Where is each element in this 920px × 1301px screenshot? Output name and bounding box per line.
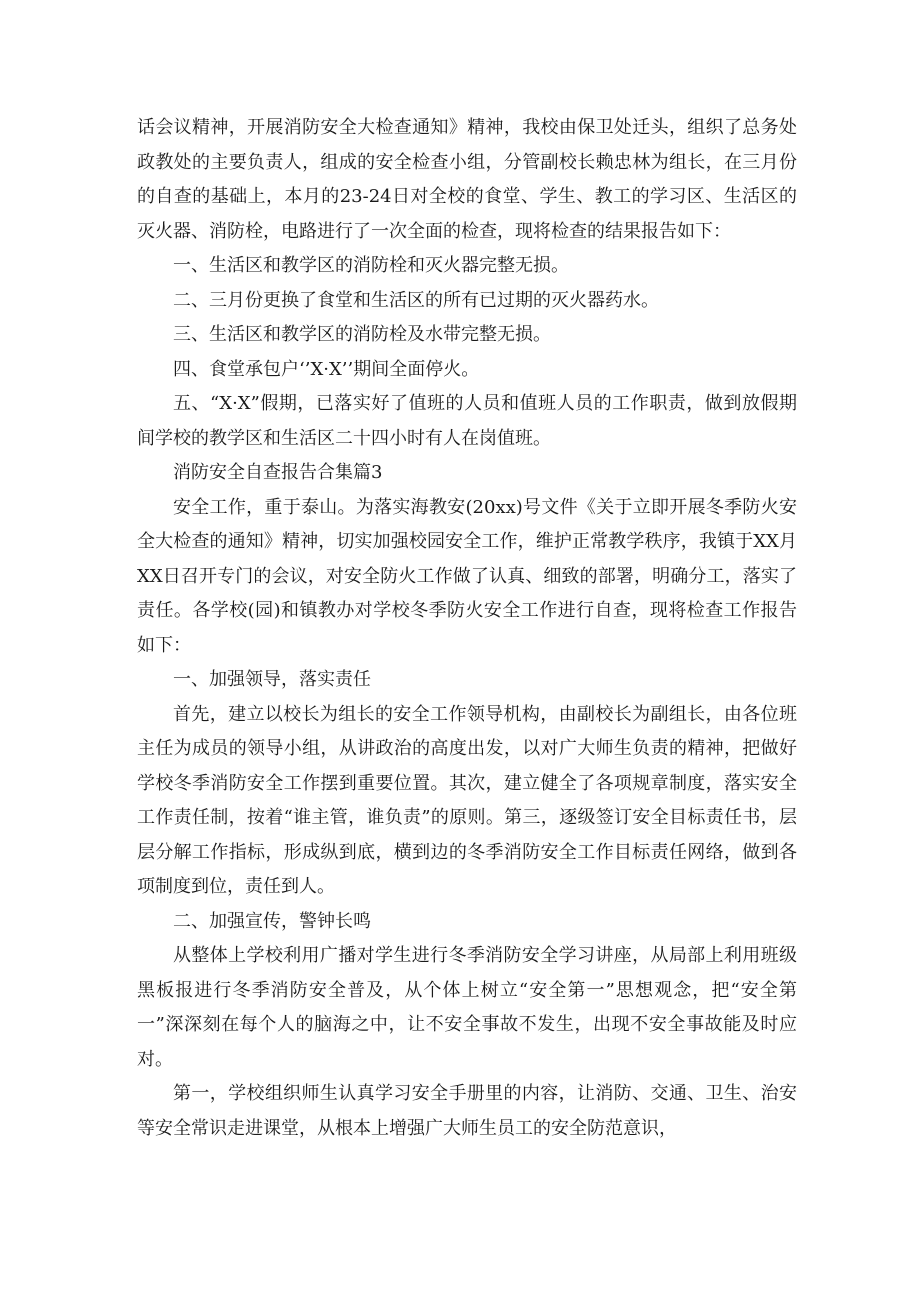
list-item-3: 三、生活区和教学区的消防栓及水带完整无损。 bbox=[173, 324, 551, 345]
paragraph-intro: 话会议精神，开展消防安全大检查通知》精神，我校由保卫处迁头，组织了总务处政教处的主要负责人，组成的安全检查小组，分管副校长赖忠林为组长，在三月份的自查的基础上，本月的23-24日对全校的食堂、学生、教工的学习区、生活区的灭火器、消防栓，电路进行了一次全面的检查，现将检查的结果报告如下： bbox=[137, 117, 797, 242]
list-item-5: 五、“X·X”假期，已落实好了值班的人员和值班人员的工作职责，做到放假期间学校的教学区和生活区二十四小时有人在岗值班。 bbox=[137, 393, 797, 449]
list-item-1: 一、生活区和教学区的消防栓和灭火器完整无损。 bbox=[173, 255, 569, 276]
document-body bbox=[137, 111, 797, 1146]
list-item-2: 二、三月份更换了食堂和生活区的所有已过期的灭火器药水。 bbox=[173, 289, 659, 311]
subheading-leadership: 一、加强领导，落实责任 bbox=[173, 669, 371, 690]
paragraph-publicity: 从整体上学校利用广播对学生进行冬季消防安全学习讲座，从局部上利用班级黑板报进行冬季消防安全普及，从个体上树立“安全第一”思想观念，把“安全第一”深深刻在每个人的脑海之中，让不安全事故不发生，出现不安全事故能及时应对。 bbox=[137, 945, 797, 1070]
paragraph-leadership: 首先，建立以校长为组长的安全工作领导机构，由副校长为副组长，由各位班主任为成员的领导小组，从讲政治的高度出发，以对广大师生负责的精神，把做好学校冬季消防安全工作摆到重要位置。其次，建立健全了各项规章制度，落实安全工作责任制，按着“谁主管，谁负责”的原则。第三，逐级签订安全目标责任书，层层分解工作指标，形成纵到底，横到边的冬季消防安全工作目标责任网络，做到各项制度到位，责任到人。 bbox=[137, 703, 797, 897]
section-title: 消防安全自查报告合集篇3 bbox=[173, 462, 383, 483]
list-item-4: 四、食堂承包户‘’X·X’’期间全面停火。 bbox=[173, 358, 480, 380]
subheading-publicity: 二、加强宣传，警钟长鸣 bbox=[173, 910, 371, 932]
paragraph-overview: 安全工作，重于泰山。为落实海教安(20xx)号文件《关于立即开展冬季防火安全大检查的通知》精神，切实加强校园安全工作，维护正常教学秩序，我镇于XX月XX日召开专门的会议，对安全防火工作做了认真、细致的部署，明确分工，落实了责任。各学校(园)和镇教办对学校冬季防火安全工作进行自查，现将检查工作报告如下： bbox=[137, 496, 797, 656]
paragraph-first-point: 第一，学校组织师生认真学习安全手册里的内容，让消防、交通、卫生、治安等安全常识走进课堂，从根本上增强广大师生员工的安全防范意识， bbox=[137, 1083, 797, 1139]
